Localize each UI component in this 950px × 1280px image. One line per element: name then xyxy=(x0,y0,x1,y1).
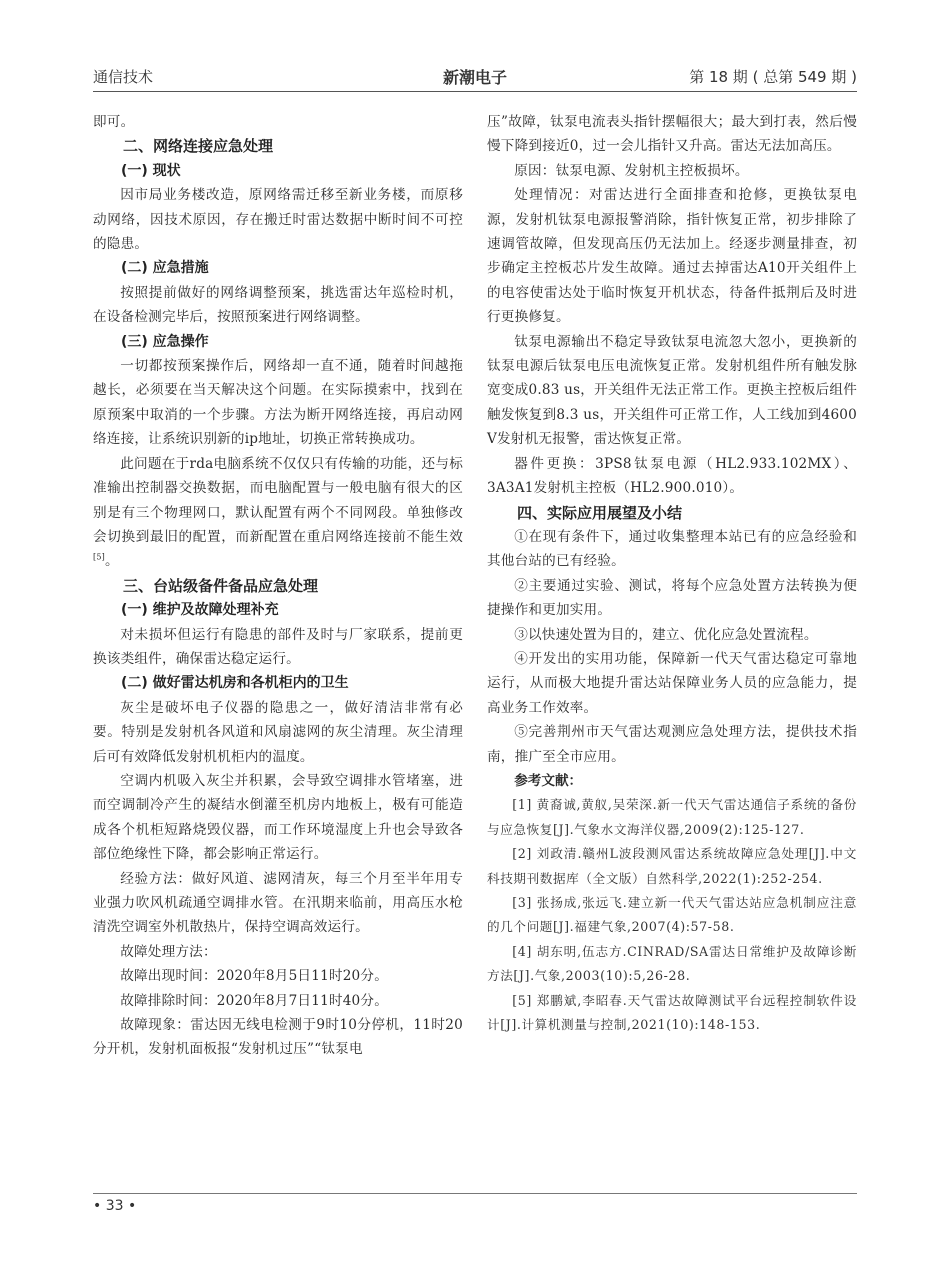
paragraph: ④开发出的实用功能，保障新一代天气雷达稳定可靠地运行，从而极大地提升雷达站保障业务人员的应急能力，提高业务工作效率。 xyxy=(487,650,857,716)
journal-title: 新潮电子 xyxy=(442,68,507,87)
paragraph: 空调内机吸入灰尘并积累，会导致空调排水管堵塞，进而空调制冷产生的凝结水倒灌至机房内地板上，极有可能造成各个机柜短路烧毁仪器，而工作环境湿度上升也会导致各部位绝缘性下降，都会影响正常运行。 xyxy=(93,772,463,863)
paragraph-end: 。 xyxy=(104,553,119,570)
paragraph: ②主要通过实验、测试，将每个应急处置方法转换为便捷操作和更加实用。 xyxy=(487,577,857,619)
citation-marker: [5] xyxy=(93,552,105,562)
paragraph: ③以快速处置为目的，建立、优化应急处置流程。 xyxy=(514,626,818,643)
paragraph: 故障排除时间：2020年8月7日11时40分。 xyxy=(120,992,388,1009)
subsection-heading: (二) 做好雷达机房和各机柜内的卫生 xyxy=(121,675,349,692)
reference-item: [3] 张扬成,张远飞.建立新一代天气雷达站应急机制应注意的几个问题[J].福建气象,2007(4):57-58. xyxy=(487,895,857,935)
page-number: • 33 • xyxy=(93,1198,137,1214)
paragraph: 按照提前做好的网络调整预案，挑选雷达年巡检时机，在设备检测完毕后，按照预案进行网络调整。 xyxy=(93,284,463,326)
paragraph: 故障处理方法： xyxy=(120,943,217,960)
header-section-label: 通信技术 xyxy=(93,68,154,86)
paragraph: 灰尘是破坏电子仪器的隐患之一，做好清洁非常有必要。特别是发射机各风道和风扇滤网的灰尘清理。灰尘清理后可有效降低发射机机柜内的温度。 xyxy=(93,699,463,765)
footer-divider xyxy=(93,1193,857,1194)
paragraph: 对未损坏但运行有隐患的部件及时与厂家联系，提前更换该类组件，确保雷达稳定运行。 xyxy=(93,626,463,667)
section-heading: 四、实际应用展望及小结 xyxy=(517,503,683,522)
paragraph: 器件更换：3PS8钛泵电源（HL2.933.102MX）、3A3A1发射机主控板（HL2.900.010）。 xyxy=(487,455,857,497)
paragraph: 即可。 xyxy=(93,114,135,130)
header-divider xyxy=(93,91,857,92)
paragraph: 因市局业务楼改造，原网络需迁移至新业务楼，而原移动网络，因技术原因，存在搬迁时雷达数据中断时间不可控的隐患。 xyxy=(93,187,463,253)
paragraph: 原因：钛泵电源、发射机主控板损坏。 xyxy=(514,162,749,179)
references-heading: 参考文献： xyxy=(514,772,583,789)
paragraph: 经验方法：做好风道、滤网清灰，每三个月至半年用专业强力吹风机疏通空调排水管。在汛期来临前，用高压水枪清洗空调室外机散热片，保持空调高效运行。 xyxy=(93,870,463,936)
subsection-heading: (二) 应急措施 xyxy=(121,260,209,277)
reference-item: [1] 黄裔诚,黄舣,吴荣深.新一代天气雷达通信子系统的备份与应急恢复[J].气象水文海洋仪器,2009(2):125-127. xyxy=(487,797,857,837)
reference-item: [2] 刘政清.赣州L波段测风雷达系统故障应急处理[J].中文科技期刊数据库（全文版）自然科学,2022(1):252-254. xyxy=(487,846,857,886)
subsection-heading: (三) 应急操作 xyxy=(121,333,209,350)
paragraph: ①在现有条件下，通过收集整理本站已有的应急经验和其他台站的已有经验。 xyxy=(487,528,857,570)
section-heading: 三、台站级备件备品应急处理 xyxy=(123,576,319,595)
subsection-heading: (一) 维护及故障处理补充 xyxy=(121,602,279,619)
reference-item: [4] 胡东明,伍志方.CINRAD/SA雷达日常维护及故障诊断方法[J].气象,2003(10):5,26-28. xyxy=(487,943,857,984)
paragraph xyxy=(93,452,463,574)
paragraph: 一切都按预案操作后，网络却一直不通，随着时间越拖越长，必须要在当天解决这个问题。在实际摸索中，找到在原预案中取消的一个步骤。方法为断开网络连接，再启动网络连接，让系统识别新的ip地址，切换正常转换成功。 xyxy=(93,358,463,448)
issue-number: 第 18 期 ( 总第 549 期 ) xyxy=(689,68,857,86)
paragraph: 故障现象：雷达因无线电检测于9时10分停机，11时20分开机，发射机面板报“发射机过压”“钛泵电 xyxy=(93,1017,463,1058)
paragraph: 故障出现时间：2020年8月5日11时20分。 xyxy=(120,968,388,985)
section-heading: 二、网络连接应急处理 xyxy=(123,137,274,156)
paragraph: ⑤完善荆州市天气雷达观测应急处理方法，提供技术指南，推广至全市应用。 xyxy=(487,724,857,765)
right-column xyxy=(487,110,857,1037)
page-header xyxy=(93,64,857,88)
paragraph: 处理情况：对雷达进行全面排查和抢修，更换钛泵电源，发射机钛泵电源报警消除，指针恢复正常，初步排除了速调管故障，但发现高压仍无法加上。经逐步测量排查，初步确定主控板芯片发生故障。通过去掉雷达A10开关组件上的电容使雷达处于临时恢复开机状态，待备件抵荆后及时进行更换修复。 xyxy=(487,187,857,326)
left-column xyxy=(93,110,463,1062)
paragraph: 压”故障，钛泵电流表头指针摆幅很大；最大到打表，然后慢慢下降到接近0，过一会儿指针又升高。雷达无法加高压。 xyxy=(487,114,857,155)
reference-item: [5] 郑鹏斌,李昭春.天气雷达故障测试平台远程控制软件设计[J].计算机测量与控制,2021(10):148-153. xyxy=(487,992,857,1033)
paragraph-text: 此问题在于rda电脑系统不仅仅只有传输的功能，还与标准输出控制器交换数据，而电脑配置与一般电脑有很大的区别是有三个物理网口，默认配置有两个不同网段。单独修改会切换到最旧的配置，而新配置在重启网络连接前不能生效 xyxy=(93,455,463,545)
paragraph: 钛泵电源输出不稳定导致钛泵电流忽大忽小，更换新的钛泵电源后钛泵电压电流恢复正常。发射机组件所有触发脉宽变成0.83 us，开关组件无法正常工作。更换主控板后组件触发恢复到8.3 us，开关组件可正常工作，人工线加到4600 V发射机无报警，雷达恢复正常。 xyxy=(487,333,857,448)
subsection-heading: (一) 现状 xyxy=(121,162,181,179)
